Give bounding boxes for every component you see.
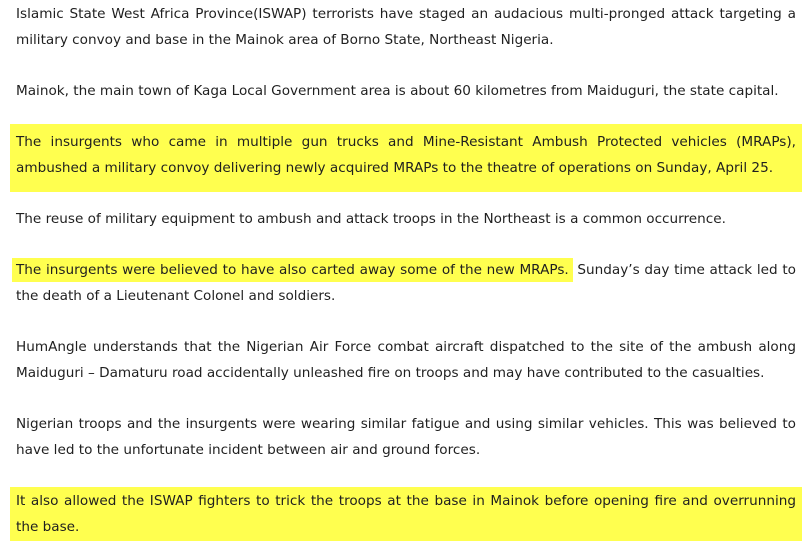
paragraph-1: Islamic State West Africa Province(ISWAP) terrorists have staged an audacious multi-pronged attack targeting a military convoy and base in the Mainok area of Borno State, Northeast Nigeria.: [16, 6, 796, 48]
paragraph-7: Nigerian troops and the insurgents were wearing similar fatigue and using similar vehicles. This was believed to have led to the unfortunate incident between air and ground forces.: [16, 416, 796, 458]
highlighted-sentence: The insurgents were believed to have also carted away some of the new MRAPs.: [12, 258, 573, 282]
paragraph-6: HumAngle understands that the Nigerian Air Force combat aircraft dispatched to the site of the ambush along Maiduguri – Damaturu road accidentally unleashed fire on troops and may have contributed to the casualties.: [16, 339, 796, 381]
paragraph-3: The insurgents who came in multiple gun trucks and Mine-Resistant Ambush Protected vehicles (MRAPs), ambushed a military convoy delivering newly acquired MRAPs to the theatre of operations on Sunday, April 25.: [16, 134, 796, 176]
paragraph-2: Mainok, the main town of Kaga Local Government area is about 60 kilometres from Maiduguri, the state capital.: [16, 83, 779, 99]
paragraph-5-continuation: Sunday’s day time attack led to the death of a Lieutenant Colonel and soldiers.: [16, 262, 796, 304]
paragraph-4: The reuse of military equipment to ambush and attack troops in the Northeast is a common occurrence.: [16, 211, 726, 227]
paragraph-5: [16, 257, 796, 309]
paragraph-8: It also allowed the ISWAP fighters to trick the troops at the base in Mainok before opening fire and overrunning the base.: [16, 493, 796, 535]
